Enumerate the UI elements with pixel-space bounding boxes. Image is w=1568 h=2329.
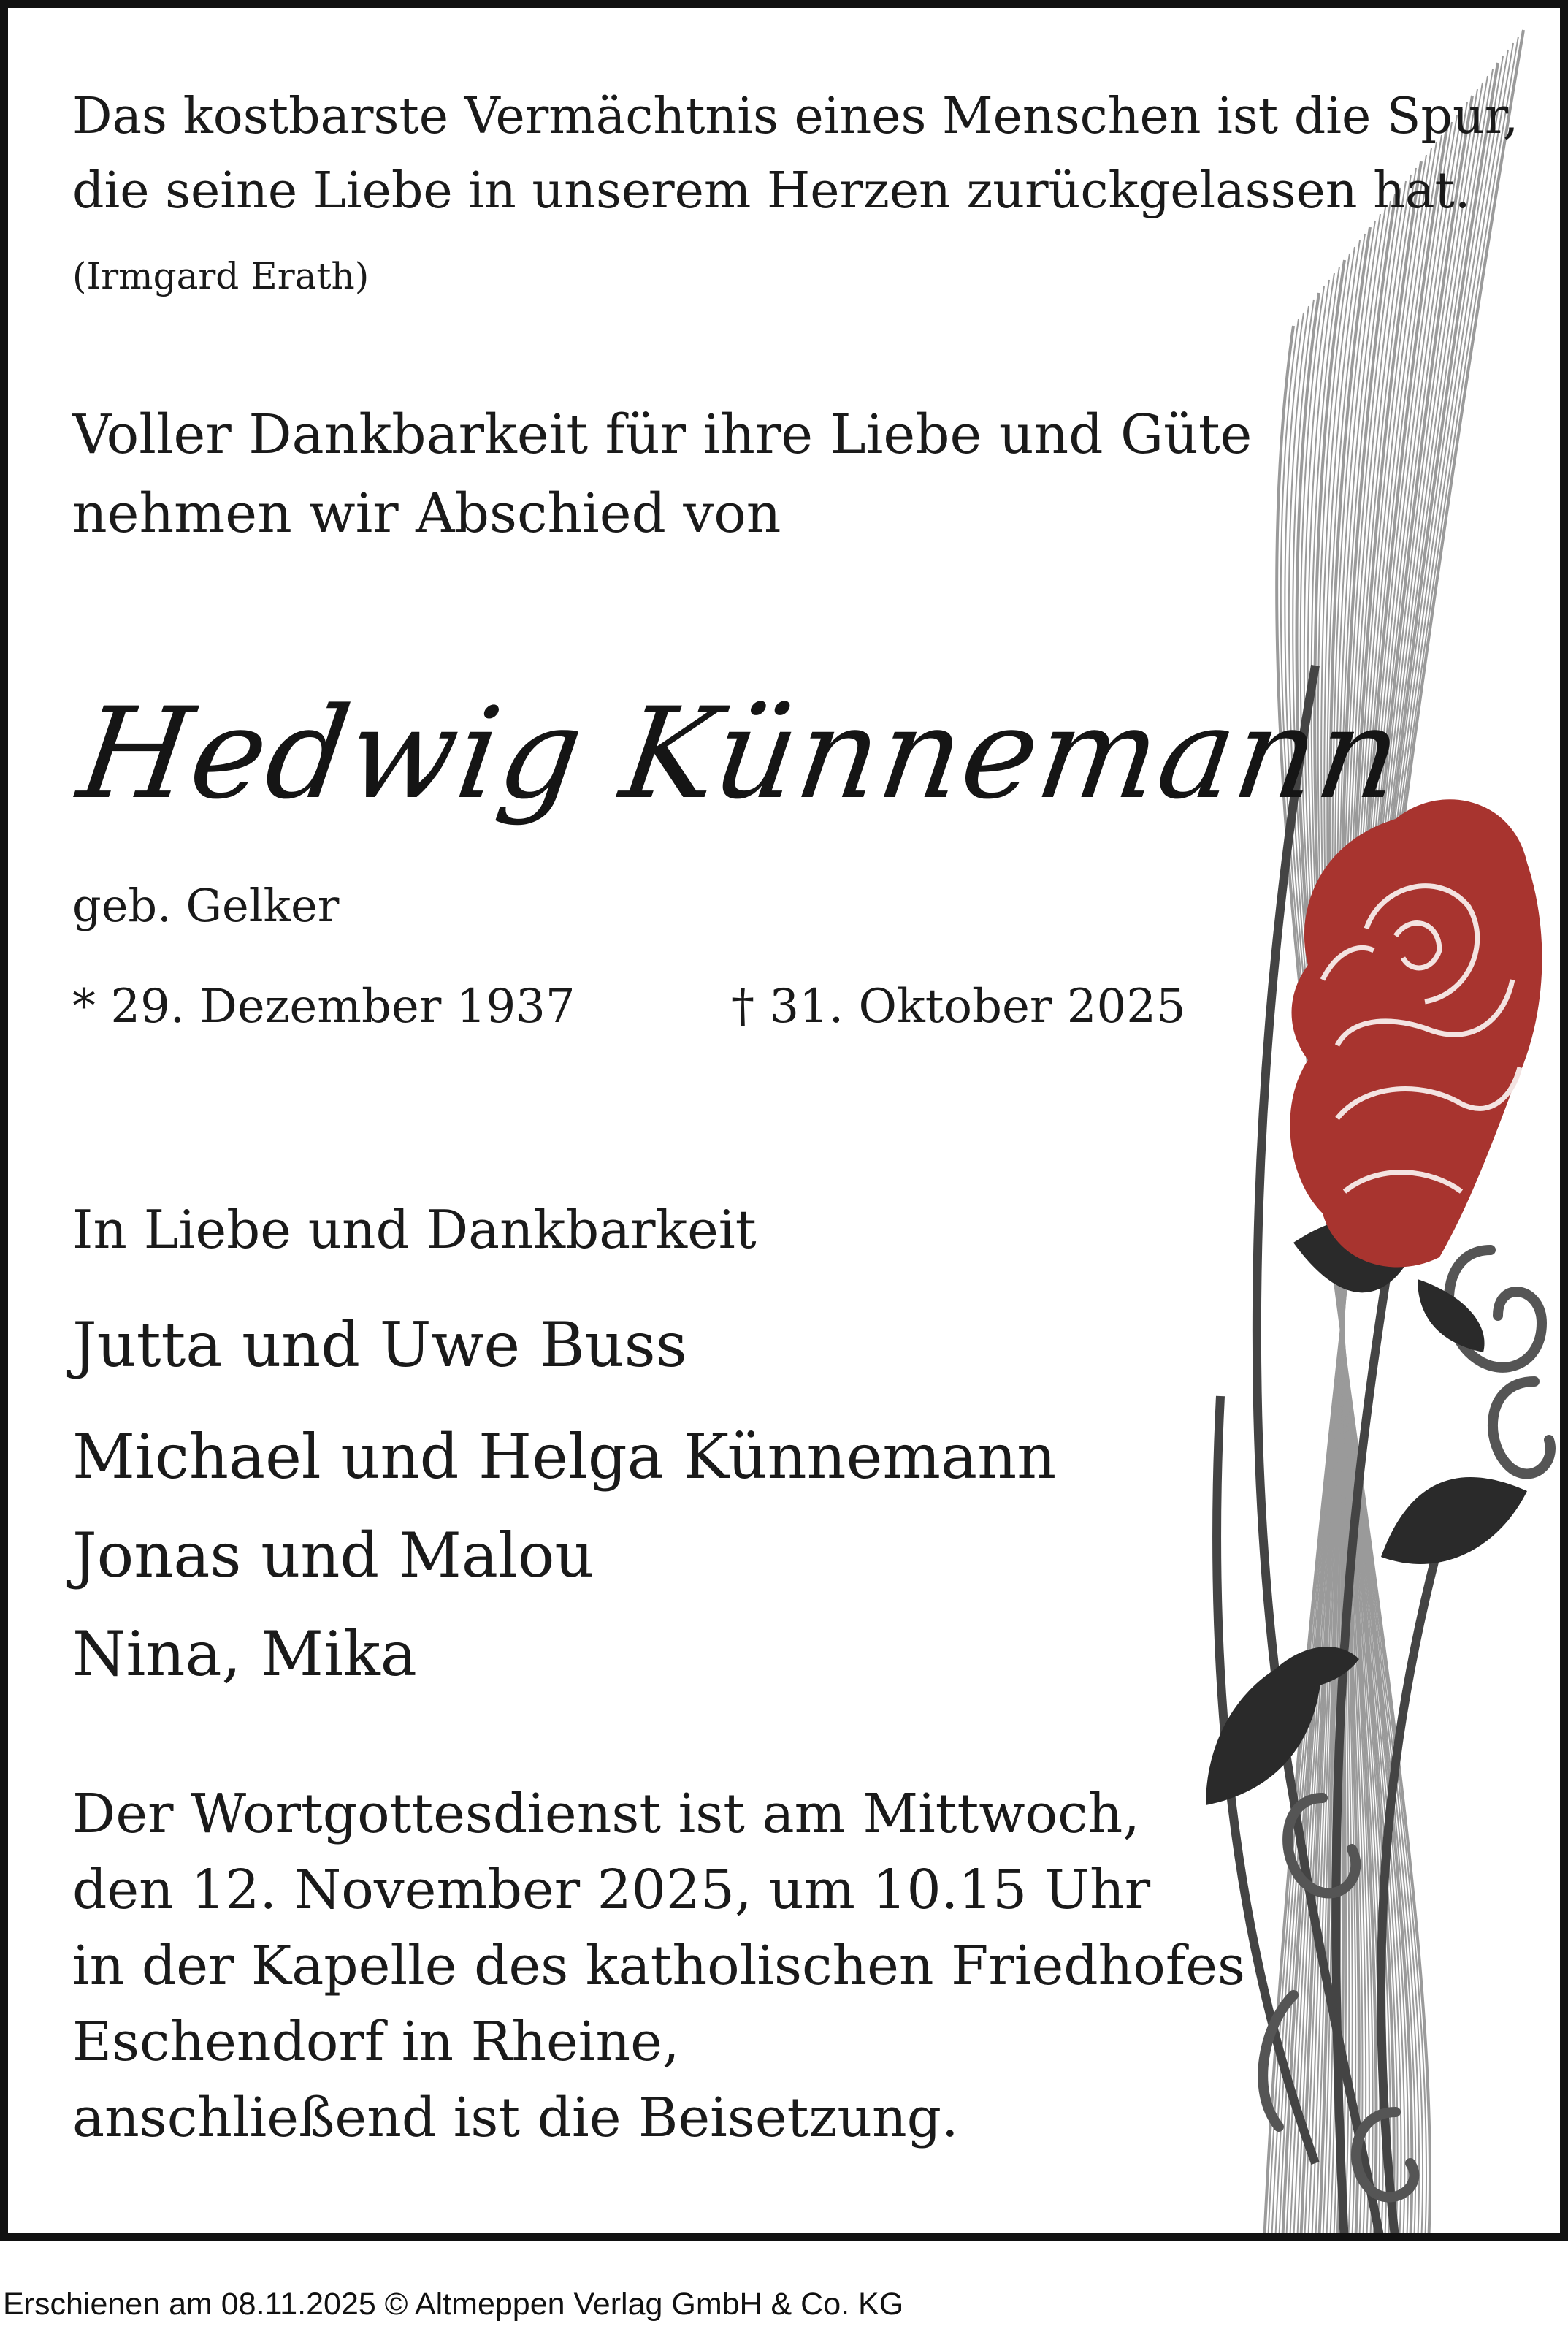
death-date: † 31. Oktober 2025	[731, 980, 1186, 1034]
deceased-name: Hedwig Künnemann	[70, 680, 1412, 827]
mourner-name: Jonas und Malou	[72, 1520, 594, 1591]
service-line: anschließend ist die Beisetzung.	[72, 2086, 959, 2149]
publication-credit: Erschienen am 08.11.2025 © Altmeppen Verlag GmbH & Co. KG	[3, 2287, 904, 2322]
rose-icon	[1290, 799, 1542, 1267]
service-line: Der Wortgottesdienst ist am Mittwoch,	[72, 1783, 1140, 1845]
mourners-heading: In Liebe und Dankbarkeit	[72, 1199, 757, 1260]
service-line: Eschendorf in Rheine,	[72, 2010, 680, 2073]
intro-line-1: Voller Dankbarkeit für ihre Liebe und Güte	[72, 403, 1253, 466]
quote-line-1: Das kostbarste Vermächtnis eines Menschen ist die Spur,	[72, 88, 1519, 145]
birth-date: * 29. Dezember 1937	[72, 980, 575, 1034]
quote-line-2: die seine Liebe in unserem Herzen zurückgelassen hat.	[72, 162, 1471, 220]
intro-line-2: nehmen wir Abschied von	[72, 482, 781, 545]
service-line: den 12. November 2025, um 10.15 Uhr	[72, 1859, 1151, 1921]
mourner-name: Nina, Mika	[72, 1618, 417, 1690]
maiden-name: geb. Gelker	[72, 879, 340, 932]
mourner-name: Michael und Helga Künnemann	[72, 1421, 1057, 1493]
mourner-name: Jutta und Uwe Buss	[72, 1309, 687, 1381]
quote-author: (Irmgard Erath)	[72, 255, 370, 297]
service-line: in der Kapelle des katholischen Friedhofes	[72, 1935, 1245, 1997]
